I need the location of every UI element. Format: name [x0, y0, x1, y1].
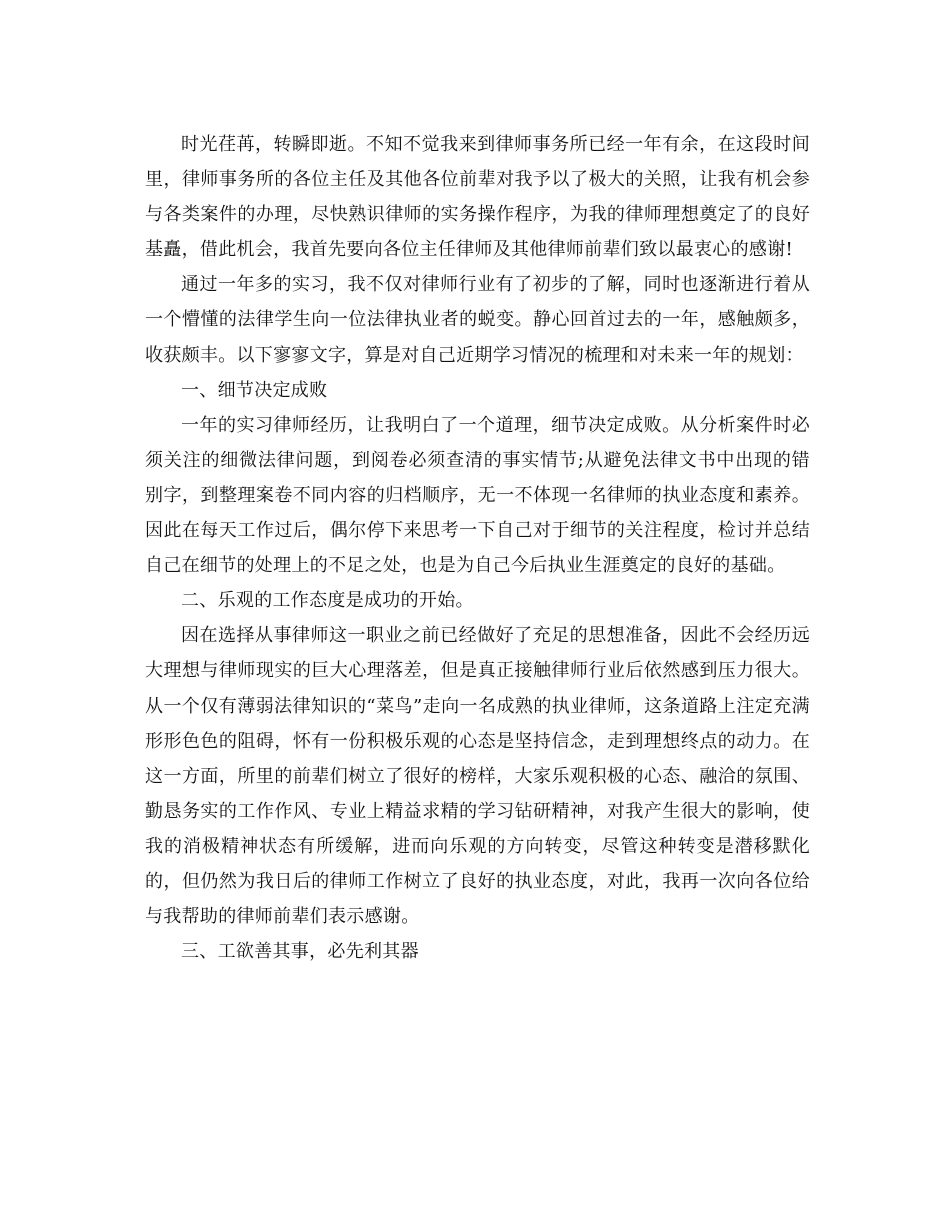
paragraph-overview: 通过一年多的实习，我不仅对律师行业有了初步的了解，同时也逐渐进行着从一个懵懂的法律学生向一位法律执业者的蜕变。静心回首过去的一年，感触颇多，收获颇丰。以下寥寥文字，算是对自己近期学习情况的梳理和对未来一年的规划：: [145, 274, 810, 366]
section-heading-tools: 三、工欲善其事，必先利其器: [181, 941, 419, 963]
document-body: [145, 127, 810, 969]
paragraph-attitude: 因在选择从事律师这一职业之前已经做好了充足的思想准备，因此不会经历远大理想与律师现实的巨大心理落差，但是真正接触律师行业后依然感到压力很大。从一个仅有薄弱法律知识的“菜鸟”走向一名成熟的执业律师，这条道路上注定充满形形色色的阻碍，怀有一份积极乐观的心态是坚持信念，走到理想终点的动力。在这一方面，所里的前辈们树立了很好的榜样，大家乐观积极的心态、融洽的氛围、勤恳务实的工作作风、专业上精益求精的学习钻研精神，对我产生很大的影响，使我的消极精神状态有所缓解，进而向乐观的方向转变，尽管这种转变是潜移默化的，但仍然为我日后的律师工作树立了良好的执业态度，对此，我再一次向各位给与我帮助的律师前辈们表示感谢。: [145, 625, 810, 928]
paragraph-details: 一年的实习律师经历，让我明白了一个道理，细节决定成败。从分析案件时必须关注的细微法律问题，到阅卷必须查清的事实情节;从避免法律文书中出现的错别字，到整理案卷不同内容的归档顺序，无一不体现一名律师的执业态度和素养。因此在每天工作过后，偶尔停下来思考一下自己对于细节的关注程度，检讨并总结自己在细节的处理上的不足之处，也是为自己今后执业生涯奠定的良好的基础。: [145, 414, 810, 577]
section-heading-attitude: 二、乐观的工作态度是成功的开始。: [181, 590, 474, 612]
paragraph-intro: 时光荏苒，转瞬即逝。不知不觉我来到律师事务所已经一年有余，在这段时间里，律师事务所的各位主任及其他各位前辈对我予以了极大的关照，让我有机会参与各类案件的办理，尽快熟识律师的实务操作程序，为我的律师理想奠定了的良好基矗，借此机会，我首先要向各位主任律师及其他律师前辈们致以最衷心的感谢!: [145, 134, 810, 261]
section-heading-details: 一、细节决定成败: [181, 379, 328, 401]
